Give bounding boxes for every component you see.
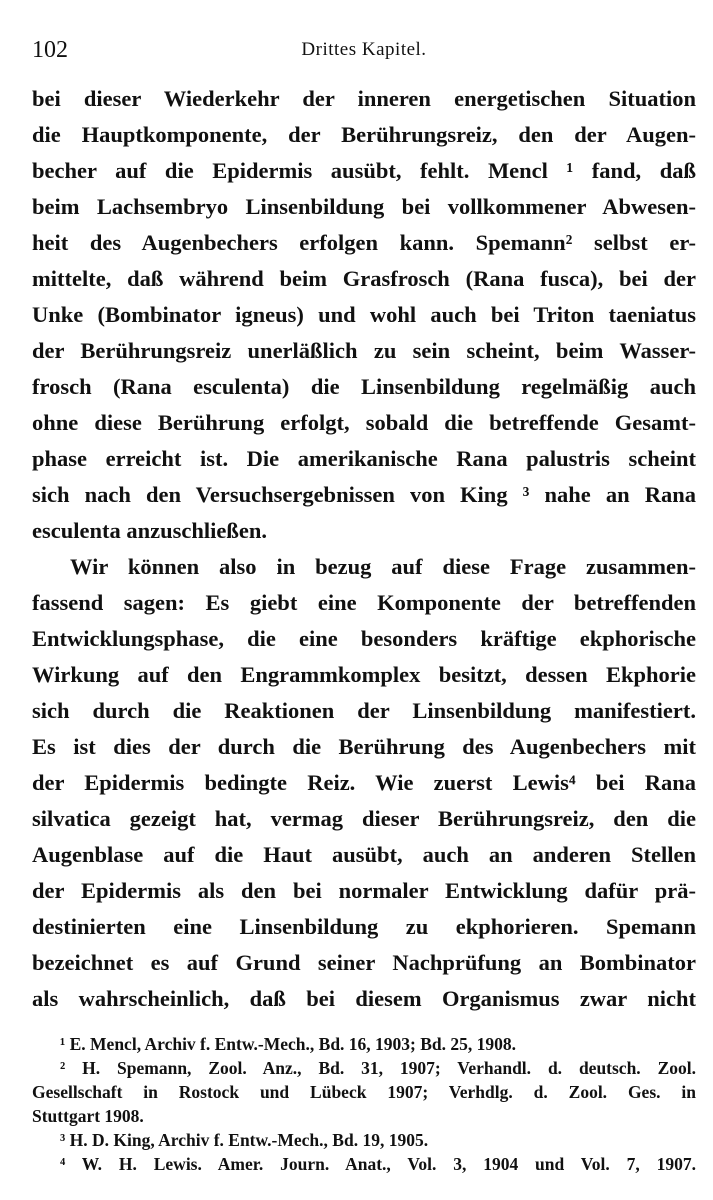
page-header [32,37,696,67]
text-line: beim Lachsembryo Linsenbildung bei vollkommener Abwesen- [32,194,696,219]
text-line: sich durch die Reaktionen der Linsenbildung manifestiert. [32,698,696,723]
text-line: bezeichnet es auf Grund seiner Nachprüfung an Bombinator [32,950,696,975]
text-line: Unke (Bombinator igneus) und wohl auch bei Triton taeniatus [32,302,696,327]
text-line: die Hauptkomponente, der Berührungsreiz, den der Augen- [32,122,696,147]
text-line: ohne diese Berührung erfolgt, sobald die betreffende Gesamt- [32,410,696,435]
footnote-line: ⁴ W. H. Lewis. Amer. Journ. Anat., Vol. 3, 1904 und Vol. 7, 1907. [60,1154,696,1174]
text-line: esculenta anzuschließen. [32,518,268,543]
running-title: Drittes Kapitel. [301,39,427,60]
text-line: als wahrscheinlich, daß bei diesem Organismus zwar nicht [32,986,696,1011]
text-line: silvatica gezeigt hat, vermag dieser Berührungsreiz, den die [32,806,696,831]
text-line: der Berührungsreiz unerläßlich zu sein scheint, beim Wasser- [32,338,696,363]
text-line: frosch (Rana esculenta) die Linsenbildung regelmäßig auch [32,374,696,399]
text-line: Entwicklungsphase, die eine besonders kräftige ekphorische [32,626,696,651]
text-line: Wir können also in bezug auf diese Frage zusammen- [70,554,696,579]
text-line: Wirkung auf den Engrammkomplex besitzt, dessen Ekphorie [32,662,696,687]
footnote-line: ³ H. D. King, Archiv f. Entw.-Mech., Bd. 19, 1905. [60,1130,429,1150]
text-line: destinierten eine Linsenbildung zu ekphorieren. Spemann [32,914,696,939]
text-line: Augenblase auf die Haut ausübt, auch an anderen Stellen [32,842,696,867]
text-line: sich nach den Versuchsergebnissen von King ³ nahe an Rana [32,482,696,507]
footnote-line: Stuttgart 1908. [32,1106,144,1126]
text-line: mittelte, daß während beim Grasfrosch (Rana fusca), bei der [32,266,696,291]
page-number: 102 [32,37,68,63]
text-line: der Epidermis bedingte Reiz. Wie zuerst Lewis⁴ bei Rana [32,770,696,795]
text-line: fassend sagen: Es giebt eine Komponente der betreffenden [32,590,696,615]
text-line: der Epidermis als den bei normaler Entwicklung dafür prä- [32,878,696,903]
footnote-line: ² H. Spemann, Zool. Anz., Bd. 31, 1907; Verhandl. d. deutsch. Zool. [60,1058,696,1078]
text-line: heit des Augenbechers erfolgen kann. Spemann² selbst er- [32,230,696,255]
text-line: Es ist dies der durch die Berührung des Augenbechers mit [32,734,696,759]
footnote-line: Gesellschaft in Rostock und Lübeck 1907; Verhdlg. d. Zool. Ges. in [32,1082,696,1102]
footnote-line: ¹ E. Mencl, Archiv f. Entw.-Mech., Bd. 16, 1903; Bd. 25, 1908. [60,1034,517,1054]
text-line: bei dieser Wiederkehr der inneren energetischen Situation [32,86,696,111]
text-line: becher auf die Epidermis ausübt, fehlt. Mencl ¹ fand, daß [32,158,696,183]
text-line: phase erreicht ist. Die amerikanische Rana palustris scheint [32,446,696,471]
